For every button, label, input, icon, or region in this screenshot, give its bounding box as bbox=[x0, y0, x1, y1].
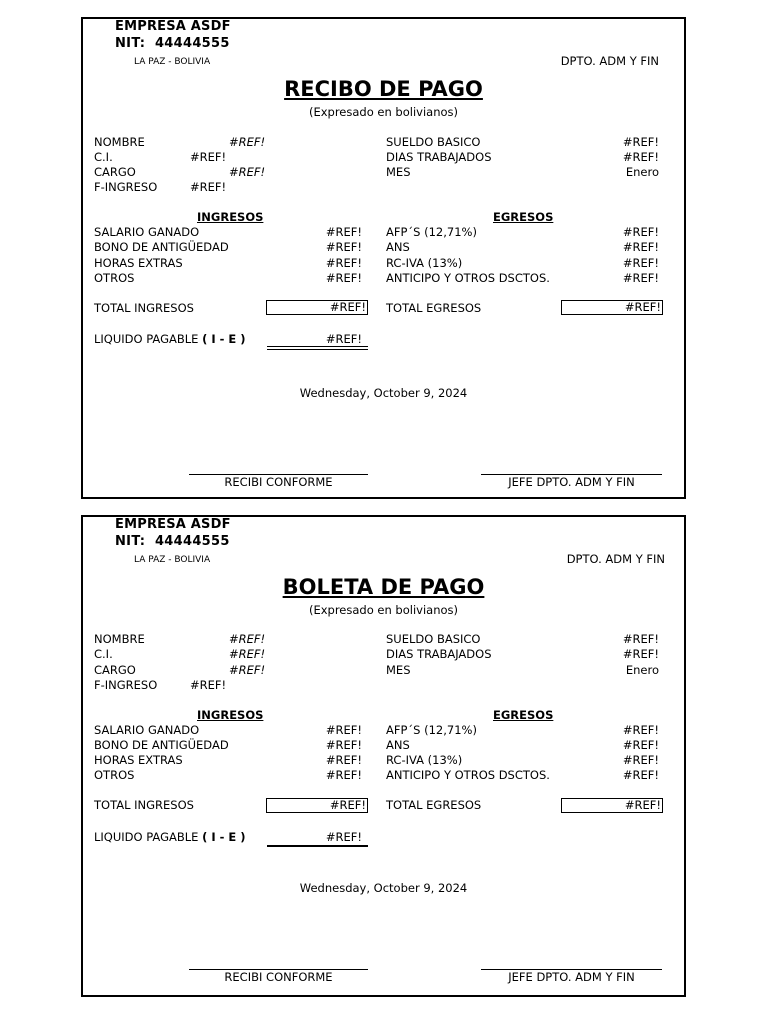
ingreso-item-label: SALARIO GANADO bbox=[94, 723, 200, 737]
company-name: EMPRESA ASDF bbox=[115, 19, 231, 34]
egreso-item-value: #REF! bbox=[622, 240, 659, 254]
total-ingresos-value: #REF! bbox=[266, 798, 368, 813]
employee-name-value: #REF! bbox=[229, 135, 266, 149]
ingreso-item-label: BONO DE ANTIGÜEDAD bbox=[94, 738, 229, 752]
signature-label-jefe: JEFE DPTO. ADM Y FIN bbox=[508, 475, 635, 489]
egreso-item-value: #REF! bbox=[622, 723, 659, 737]
liquido-pagable-label: LIQUIDO PAGABLE ( I - E ) bbox=[94, 830, 246, 844]
egreso-item-value: #REF! bbox=[622, 753, 659, 767]
ingreso-item-value: #REF! bbox=[325, 753, 362, 767]
signature-label-recibi: RECIBI CONFORME bbox=[224, 970, 333, 984]
receipt-recibo bbox=[81, 17, 686, 499]
ingreso-item-label: OTROS bbox=[94, 768, 135, 782]
egreso-item-label: RC-IVA (13%) bbox=[386, 256, 463, 270]
receipt-boleta bbox=[81, 515, 686, 997]
mes-label: MES bbox=[386, 165, 411, 179]
mes-value: Enero bbox=[625, 165, 659, 179]
dias-trabajados-value: #REF! bbox=[622, 150, 659, 164]
sueldo-basico-value: #REF! bbox=[622, 632, 659, 646]
document-subtitle: (Expresado en bolivianos) bbox=[308, 603, 459, 617]
employee-name-label: NOMBRE bbox=[94, 135, 145, 149]
double-underline-bottom bbox=[267, 349, 368, 350]
ingreso-item-label: HORAS EXTRAS bbox=[94, 753, 183, 767]
dias-trabajados-value: #REF! bbox=[622, 647, 659, 661]
employee-ingreso-label: F-INGRESO bbox=[94, 180, 158, 194]
total-ingresos-label: TOTAL INGRESOS bbox=[94, 798, 194, 812]
employee-ci-value: #REF! bbox=[229, 647, 266, 661]
company-nit: NIT: 44444555 bbox=[115, 534, 230, 549]
underline bbox=[267, 845, 368, 847]
egreso-item-value: #REF! bbox=[622, 225, 659, 239]
liquido-pagable-value: #REF! bbox=[325, 332, 362, 346]
ingreso-item-value: #REF! bbox=[325, 271, 362, 285]
egreso-item-label: AFP´S (12,71%) bbox=[386, 723, 477, 737]
employee-cargo-label: CARGO bbox=[94, 165, 136, 179]
sueldo-basico-value: #REF! bbox=[622, 135, 659, 149]
ingreso-item-label: SALARIO GANADO bbox=[94, 225, 200, 239]
ingreso-item-value: #REF! bbox=[325, 256, 362, 270]
company-city: LA PAZ - BOLIVIA bbox=[134, 555, 211, 565]
signature-label-jefe: JEFE DPTO. ADM Y FIN bbox=[508, 970, 635, 984]
ingreso-item-value: #REF! bbox=[325, 738, 362, 752]
ingreso-item-label: OTROS bbox=[94, 271, 135, 285]
mes-value: Enero bbox=[625, 663, 659, 677]
employee-ci-label: C.I. bbox=[94, 647, 113, 661]
egreso-item-label: ANS bbox=[386, 240, 410, 254]
ingreso-item-label: BONO DE ANTIGÜEDAD bbox=[94, 240, 229, 254]
double-underline-top bbox=[267, 346, 368, 347]
egreso-item-value: #REF! bbox=[622, 768, 659, 782]
liquido-pagable-label: LIQUIDO PAGABLE ( I - E ) bbox=[94, 332, 246, 346]
company-nit: NIT: 44444555 bbox=[115, 36, 230, 51]
sueldo-basico-label: SUELDO BASICO bbox=[386, 632, 481, 646]
ingreso-item-value: #REF! bbox=[325, 768, 362, 782]
egresos-header: EGRESOS bbox=[493, 210, 554, 224]
egreso-item-label: RC-IVA (13%) bbox=[386, 753, 463, 767]
document-title: RECIBO DE PAGO bbox=[284, 77, 483, 101]
document-date: Wednesday, October 9, 2024 bbox=[299, 386, 468, 400]
employee-ci-value: #REF! bbox=[190, 150, 227, 164]
ingresos-header: INGRESOS bbox=[197, 708, 264, 722]
ingreso-item-label: HORAS EXTRAS bbox=[94, 256, 183, 270]
total-ingresos-value: #REF! bbox=[266, 300, 368, 315]
employee-name-label: NOMBRE bbox=[94, 632, 145, 646]
dias-trabajados-label: DIAS TRABAJADOS bbox=[386, 647, 492, 661]
dias-trabajados-label: DIAS TRABAJADOS bbox=[386, 150, 492, 164]
total-egresos-label: TOTAL EGRESOS bbox=[386, 301, 482, 315]
egreso-item-label: ANTICIPO Y OTROS DSCTOS. bbox=[386, 271, 550, 285]
ingresos-header: INGRESOS bbox=[197, 210, 264, 224]
signature-label-recibi: RECIBI CONFORME bbox=[224, 475, 333, 489]
employee-ci-label: C.I. bbox=[94, 150, 113, 164]
employee-cargo-label: CARGO bbox=[94, 663, 136, 677]
employee-ingreso-label: F-INGRESO bbox=[94, 678, 158, 692]
employee-cargo-value: #REF! bbox=[229, 165, 266, 179]
employee-ingreso-value: #REF! bbox=[190, 678, 227, 692]
document-date: Wednesday, October 9, 2024 bbox=[299, 881, 468, 895]
egreso-item-label: ANS bbox=[386, 738, 410, 752]
egreso-item-value: #REF! bbox=[622, 738, 659, 752]
ingreso-item-value: #REF! bbox=[325, 723, 362, 737]
company-name: EMPRESA ASDF bbox=[115, 517, 231, 532]
employee-name-value: #REF! bbox=[229, 632, 266, 646]
egreso-item-label: AFP´S (12,71%) bbox=[386, 225, 477, 239]
ingreso-item-value: #REF! bbox=[325, 240, 362, 254]
ingreso-item-value: #REF! bbox=[325, 225, 362, 239]
egreso-item-value: #REF! bbox=[622, 256, 659, 270]
department-label: DPTO. ADM Y FIN bbox=[560, 54, 659, 68]
employee-ingreso-value: #REF! bbox=[190, 180, 227, 194]
sueldo-basico-label: SUELDO BASICO bbox=[386, 135, 481, 149]
mes-label: MES bbox=[386, 663, 411, 677]
liquido-pagable-value: #REF! bbox=[325, 830, 362, 844]
department-label: DPTO. ADM Y FIN bbox=[566, 552, 665, 566]
total-ingresos-label: TOTAL INGRESOS bbox=[94, 301, 194, 315]
egreso-item-value: #REF! bbox=[622, 271, 659, 285]
document-title: BOLETA DE PAGO bbox=[282, 575, 485, 599]
total-egresos-label: TOTAL EGRESOS bbox=[386, 798, 482, 812]
egresos-header: EGRESOS bbox=[493, 708, 554, 722]
egreso-item-label: ANTICIPO Y OTROS DSCTOS. bbox=[386, 768, 550, 782]
employee-cargo-value: #REF! bbox=[229, 663, 266, 677]
total-egresos-value: #REF! bbox=[561, 300, 663, 315]
document-subtitle: (Expresado en bolivianos) bbox=[308, 105, 459, 119]
total-egresos-value: #REF! bbox=[561, 798, 663, 813]
company-city: LA PAZ - BOLIVIA bbox=[134, 57, 211, 67]
